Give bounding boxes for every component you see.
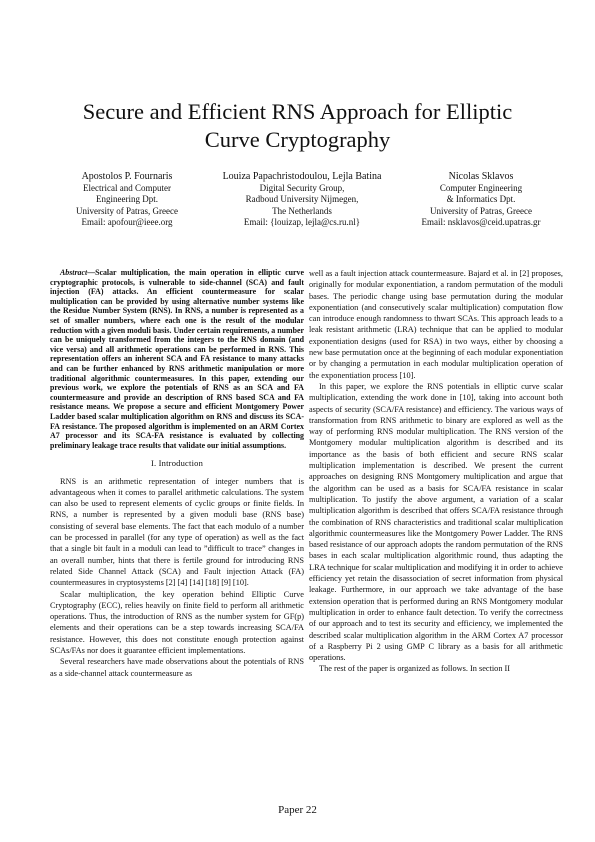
author-affiliation-line: Electrical and Computer [83, 182, 171, 193]
paragraph: The rest of the paper is organized as follows. In section II [319, 664, 511, 674]
author-name: Nicolas Sklavos [448, 171, 514, 182]
paper-title-line1: Secure and Efficient RNS Approach for Elliptic [82, 99, 513, 124]
author-affiliation-line: University of Patras, Greece [430, 205, 532, 216]
author-block-1 [52, 171, 202, 229]
author-email: Email: {louizap, lejla@cs.ru.nl} [243, 217, 361, 228]
abstract [50, 268, 304, 450]
paragraph: RNS is an arithmetic representation of integer numbers that is advantageous when it comes to parallel arithmetic calculations. The system can also be used to represent elements of cyclic groups or finite fields. In RNS, a number is represented by a given moduli base (RNS base) consisting of several base elements. The fact that each modulo of a number can be processed in parallel (for any type of operation) as well as the fact that a single bit fault in a moduli can lead to ”difficult to trace” changes in an overall number, hints that there is fertile ground for introducing RNS related Side Channel Attack (SCA) and Fault injection Attack (FA) countermeasures in cryptosystems [2] [4] [14] [18] [9] [10]. [50, 476, 304, 588]
author-affiliation-line: University of Patras, Greece [76, 205, 178, 216]
abstract-label: Abstract [60, 268, 88, 277]
author-name: Apostolos P. Fournaris [81, 171, 173, 182]
paper-title [0, 98, 595, 154]
author-name: Louiza Papachristodoulou, Lejla Batina [222, 171, 382, 182]
paragraph: well as a fault injection attack countermeasure. Bajard et al. in [2] proposes, originally for modular exponentiation, a random permutation of the moduli bases. The periodic change using base permutation during the modular exponentiation (and consecutively scalar multiplication) computation flow can introduce enough randomness to thwart SCAs. This approach leads to a leak resistant arithmetic (LRA) technique that can be applied to modular exponentiation designs (used for RSA) in two ways, either by choosing a new base permutation once at the beginning of each modular exponentiation or by changing a permutation in each modular multiplication operation of the exponentiation process [10]. [309, 269, 563, 380]
right-column [309, 268, 563, 675]
author-block-2 [202, 171, 402, 229]
paragraph: Several researchers have made observations about the potentials of RNS as a side-channel attack countermeasure as [50, 657, 304, 678]
left-column [50, 268, 304, 679]
author-affiliation-line: The Netherlands [272, 205, 332, 216]
paragraph: In this paper, we explore the RNS potentials in elliptic curve scalar multiplication, extending the work done in [10], taking into account both aspects of security (SCA/FA resistance) and efficiency. The various ways of transformation from RNS arithmetic to binary are explored as well as the way of performing RNS modular multiplication. The RNS version of the Montgomery modular multiplication algorithm is described and its importance as the basis of both efficient and secure RNS scalar multiplication implementation is described. We present the current approaches on designing RNS Montgomery multiplication and argue that the algorithm can be used as a basis for SCA/FA resistance in scalar multiplication. To justify the above argument, a variation of a scalar multiplication algorithm is described that offers SCA/FA resistance through the combination of RNS characteristics and traditional scalar multiplication algorithmic countermeasures like the Montgomery Power Ladder. The RNS based resistance of our approach adopts the random permutation of the RNS bases in each scalar multiplication algorithmic round, thus adapting the LRA technique for scalar multiplication and modifying it in order to achieve efficiency yet retain the disassociation of secret information from physical leakage. Furthermore, in our approach we take advantage of the base extension operation that is performed during an RNS Montgomery modular multiplication in order to enhance fault detection. To verify the correctness of our approach and to test its security and efficiency, we implemented the described scalar multiplication algorithm in the ARM Cortex A7 processor of a Raspberry Pi 2 using GMP C library as a basis for all arithmetic operations. [309, 381, 563, 663]
abstract-text: —Scalar multiplication, the main operation in elliptic curve cryptographic protocols, is vulnerable to side-channel (SCA) and fault injection (FA) attacks. An efficient countermeasure for scalar multiplication can be provided by using alternative number systems like the Residue Number System (RNS). In RNS, a number is represented as a set of smaller numbers, where each one is the result of the modular reduction with a given moduli basis. Under certain requirements, a number can be uniquely transformed from the integers to the RNS domain (and vice versa) and all arithmetic operations can be performed in RNS. This representation offers an inherent SCA and FA resistance to many attacks and can be further enhanced by RNS arithmetic manipulation or more traditional algorithmic countermeasures. In this paper, extending our previous work, we explore the potentials of RNS as an SCA and FA countermeasure and provide an description of RNS based SCA and FA resistance means. We propose a secure and efficient Montgomery Power Ladder based scalar multiplication algorithm on RNS and discuss its SCA-FA resistance. The proposed algorithm is implemented on an ARM Cortex A7 processor and its SCA-FA resistance is evaluated by collecting preliminary leakage trace results that validate our initial assumptions. [50, 268, 304, 450]
author-affiliation-line: & Informatics Dpt. [446, 194, 516, 205]
paragraph: Scalar multiplication, the key operation behind Elliptic Curve Cryptography (ECC), relies heavily on finite field to perform all arithmetic operations. Thus, the introduction of RNS as the number system for GF(p) elements and their operations can be a step towards increasing SCA/FA resistance. However, this does not constitute enough protection against SCAs/FAs nor does it guarantee efficient implementations. [50, 589, 304, 656]
section-heading: I. Introduction [150, 458, 204, 469]
author-affiliation-line: Engineering Dpt. [96, 194, 158, 205]
author-email: Email: apofour@ieee.org [81, 217, 173, 228]
author-affiliation-line: Computer Engineering [439, 182, 523, 193]
author-affiliation-line: Radboud University Nijmegen, [245, 194, 359, 205]
paper-title-line2: Curve Cryptography [204, 127, 391, 152]
author-block-3 [406, 171, 556, 229]
page-footer: Paper 22 [278, 804, 317, 816]
author-email: Email: nsklavos@ceid.upatras.gr [421, 217, 541, 228]
author-affiliation-line: Digital Security Group, [259, 182, 345, 193]
